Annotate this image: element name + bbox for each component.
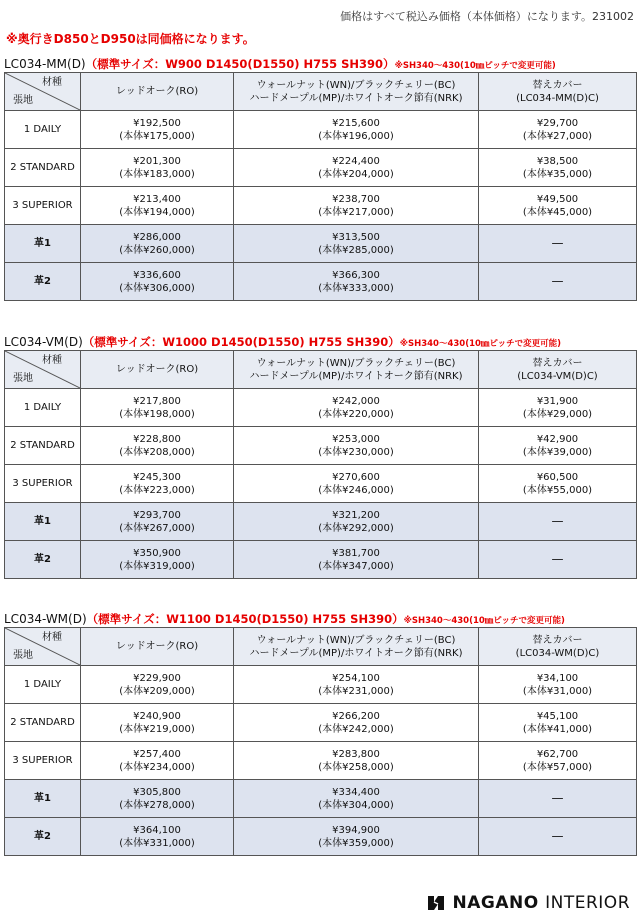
- table-row: [5, 187, 637, 225]
- fabric-grade: 革1: [5, 780, 81, 818]
- fabric-grade: 革2: [5, 263, 81, 301]
- section-title: [4, 332, 636, 350]
- table-row: [5, 263, 637, 301]
- walnut-price: ¥238,700 (本体¥217,000): [234, 187, 479, 225]
- price-rows: [5, 389, 637, 579]
- price-section-vm: [4, 332, 636, 579]
- section-title: [4, 609, 636, 627]
- price-note: 価格はすべて税込み価格（本体価格）になります。231002: [340, 10, 634, 23]
- red-oak-price: ¥213,400 (本体¥194,000): [81, 187, 234, 225]
- cover-price: ¥62,700 (本体¥57,000): [479, 742, 637, 780]
- price-section-wm: [4, 609, 636, 856]
- fabric-grade: 革2: [5, 541, 81, 579]
- red-oak-price: ¥305,800 (本体¥278,000): [81, 780, 234, 818]
- standard-size: （標準サイズ：W1000 D1450(D1550) H755 SH390）: [82, 335, 400, 349]
- table-row: [5, 704, 637, 742]
- table-row: [5, 742, 637, 780]
- red-oak-price: ¥245,300 (本体¥223,000): [81, 465, 234, 503]
- material-label: 材種: [42, 77, 62, 88]
- seat-height-range: ※SH340～430(10㎜ピッチで変更可能): [403, 616, 565, 626]
- walnut-price: ¥215,600 (本体¥196,000): [234, 111, 479, 149]
- material-label: 材種: [42, 632, 62, 643]
- table-row: [5, 541, 637, 579]
- red-oak-price: ¥336,600 (本体¥306,000): [81, 263, 234, 301]
- walnut-header: ウォールナット(WN)/ブラックチェリー(BC) ハードメープル(MP)/ホワイトオーク節有(NRK): [234, 351, 479, 389]
- cover-price: ¥29,700 (本体¥27,000): [479, 111, 637, 149]
- company-logo: [425, 892, 630, 914]
- cover-price: —: [479, 780, 637, 818]
- walnut-price: ¥266,200 (本体¥242,000): [234, 704, 479, 742]
- fabric-grade: 1 DAILY: [5, 111, 81, 149]
- fabric-grade: 革2: [5, 818, 81, 856]
- fabric-grade: 1 DAILY: [5, 666, 81, 704]
- table-row: [5, 111, 637, 149]
- fabric-grade: 1 DAILY: [5, 389, 81, 427]
- price-rows: [5, 111, 637, 301]
- red-oak-price: ¥228,800 (本体¥208,000): [81, 427, 234, 465]
- red-oak-price: ¥293,700 (本体¥267,000): [81, 503, 234, 541]
- red-oak-price: ¥229,900 (本体¥209,000): [81, 666, 234, 704]
- table-header-row: [5, 628, 637, 666]
- red-oak-price: ¥257,400 (本体¥234,000): [81, 742, 234, 780]
- table-row: [5, 818, 637, 856]
- walnut-price: ¥334,400 (本体¥304,000): [234, 780, 479, 818]
- red-oak-price: ¥350,900 (本体¥319,000): [81, 541, 234, 579]
- table-row: [5, 503, 637, 541]
- cover-price: —: [479, 503, 637, 541]
- red-oak-header: レッドオーク(RO): [81, 628, 234, 666]
- depth-note: ※奥行きD850とD950は同価格になります。: [6, 32, 255, 46]
- cover-price: ¥34,100 (本体¥31,000): [479, 666, 637, 704]
- walnut-price: ¥242,000 (本体¥220,000): [234, 389, 479, 427]
- price-section-mm: [4, 54, 636, 301]
- fabric-label: 張地: [13, 373, 33, 384]
- fabric-grade: 革1: [5, 225, 81, 263]
- seat-height-range: ※SH340～430(10㎜ピッチで変更可能): [394, 61, 556, 71]
- walnut-header: ウォールナット(WN)/ブラックチェリー(BC) ハードメープル(MP)/ホワイトオーク節有(NRK): [234, 73, 479, 111]
- brand-name: NAGANO INTERIOR: [452, 893, 630, 913]
- red-oak-price: ¥286,000 (本体¥260,000): [81, 225, 234, 263]
- table-row: [5, 465, 637, 503]
- cover-price: ¥42,900 (本体¥39,000): [479, 427, 637, 465]
- walnut-price: ¥253,000 (本体¥230,000): [234, 427, 479, 465]
- walnut-price: ¥270,600 (本体¥246,000): [234, 465, 479, 503]
- walnut-price: ¥224,400 (本体¥204,000): [234, 149, 479, 187]
- walnut-price: ¥313,500 (本体¥285,000): [234, 225, 479, 263]
- table-header-row: [5, 351, 637, 389]
- cover-price: ¥45,100 (本体¥41,000): [479, 704, 637, 742]
- price-rows: [5, 666, 637, 856]
- material-label: 材種: [42, 355, 62, 366]
- table-row: [5, 427, 637, 465]
- fabric-grade: 3 SUPERIOR: [5, 465, 81, 503]
- price-table: [4, 72, 637, 301]
- table-row: [5, 780, 637, 818]
- red-oak-price: ¥364,100 (本体¥331,000): [81, 818, 234, 856]
- cover-price: —: [479, 818, 637, 856]
- table-row: [5, 225, 637, 263]
- cover-price: —: [479, 541, 637, 579]
- cover-price: ¥31,900 (本体¥29,000): [479, 389, 637, 427]
- fabric-grade: 革1: [5, 503, 81, 541]
- fabric-label: 張地: [13, 650, 33, 661]
- section-title: [4, 54, 636, 72]
- cover-price: ¥60,500 (本体¥55,000): [479, 465, 637, 503]
- standard-size: （標準サイズ：W900 D1450(D1550) H755 SH390）: [85, 57, 395, 71]
- fabric-grade: 2 STANDARD: [5, 149, 81, 187]
- cover-price: —: [479, 263, 637, 301]
- walnut-price: ¥254,100 (本体¥231,000): [234, 666, 479, 704]
- fabric-grade: 3 SUPERIOR: [5, 187, 81, 225]
- red-oak-price: ¥192,500 (本体¥175,000): [81, 111, 234, 149]
- walnut-price: ¥381,700 (本体¥347,000): [234, 541, 479, 579]
- seat-height-range: ※SH340～430(10㎜ピッチで変更可能): [399, 339, 561, 349]
- price-table: [4, 627, 637, 856]
- cover-price: ¥49,500 (本体¥45,000): [479, 187, 637, 225]
- red-oak-header: レッドオーク(RO): [81, 351, 234, 389]
- walnut-price: ¥321,200 (本体¥292,000): [234, 503, 479, 541]
- red-oak-price: ¥217,800 (本体¥198,000): [81, 389, 234, 427]
- walnut-header: ウォールナット(WN)/ブラックチェリー(BC) ハードメープル(MP)/ホワイトオーク節有(NRK): [234, 628, 479, 666]
- fabric-label: 張地: [13, 95, 33, 106]
- fabric-grade: 2 STANDARD: [5, 704, 81, 742]
- fabric-grade: 3 SUPERIOR: [5, 742, 81, 780]
- table-row: [5, 149, 637, 187]
- table-row: [5, 666, 637, 704]
- standard-size: （標準サイズ：W1100 D1450(D1550) H755 SH390）: [86, 612, 404, 626]
- red-oak-price: ¥240,900 (本体¥219,000): [81, 704, 234, 742]
- model-code: LC034-MM(D): [4, 57, 86, 71]
- cover-price: ¥38,500 (本体¥35,000): [479, 149, 637, 187]
- model-code: LC034-VM(D): [4, 335, 83, 349]
- walnut-price: ¥283,800 (本体¥258,000): [234, 742, 479, 780]
- price-table: [4, 350, 637, 579]
- corner-cell: [5, 628, 81, 666]
- corner-cell: [5, 73, 81, 111]
- fabric-grade: 2 STANDARD: [5, 427, 81, 465]
- walnut-price: ¥394,900 (本体¥359,000): [234, 818, 479, 856]
- walnut-price: ¥366,300 (本体¥333,000): [234, 263, 479, 301]
- red-oak-header: レッドオーク(RO): [81, 73, 234, 111]
- cover-header: 替えカバー (LC034-VM(D)C): [479, 351, 637, 389]
- red-oak-price: ¥201,300 (本体¥183,000): [81, 149, 234, 187]
- cover-price: —: [479, 225, 637, 263]
- nagano-logo-icon: [425, 892, 447, 914]
- corner-cell: [5, 351, 81, 389]
- table-header-row: [5, 73, 637, 111]
- cover-header: 替えカバー (LC034-WM(D)C): [479, 628, 637, 666]
- model-code: LC034-WM(D): [4, 612, 87, 626]
- table-row: [5, 389, 637, 427]
- cover-header: 替えカバー (LC034-MM(D)C): [479, 73, 637, 111]
